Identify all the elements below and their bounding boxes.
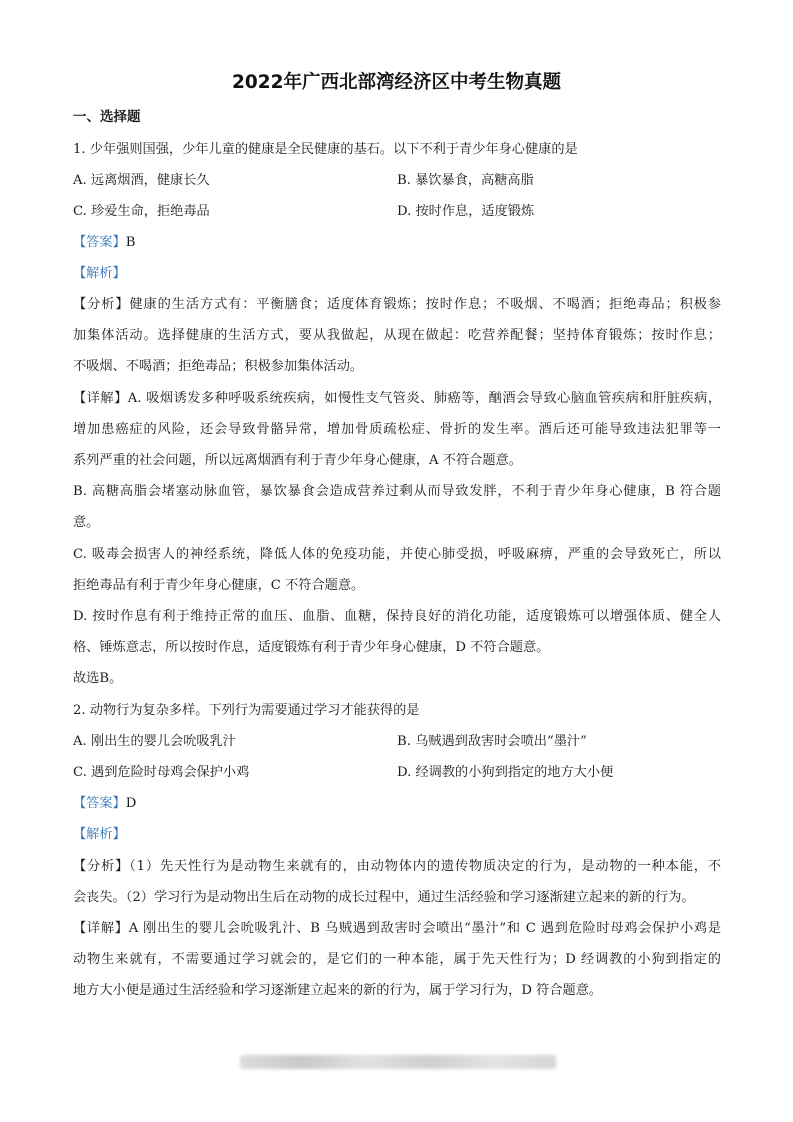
page-title: 2022年广西北部湾经济区中考生物真题 bbox=[232, 72, 561, 93]
q1-option-a: A. 远离烟酒，健康长久 bbox=[73, 173, 210, 188]
q2-stem: 2. 动物行为复杂多样。下列行为需要通过学习才能获得的是 bbox=[73, 703, 420, 718]
q1-detail-line: 意。 bbox=[73, 515, 100, 530]
q1-detail-line: 增加患癌症的风险，还会导致骨骼异常，增加骨质疏松症、骨折的发生率。酒后还可能导致违法犯罪等一 bbox=[73, 422, 721, 437]
q1-detail-line: 格、锤炼意志，所以按时作息，适度锻炼有利于青少年身心健康，D 不符合题意。 bbox=[73, 640, 550, 655]
q1-detail-line: 拒绝毒品有利于青少年身心健康，C 不符合题意。 bbox=[73, 578, 365, 593]
q2-detail-line bbox=[73, 920, 721, 938]
q1-detail-line bbox=[73, 390, 721, 408]
analysis-tag: 【分析】 bbox=[73, 859, 130, 874]
q2-option-d: D. 经调教的小狗到指定的地方大小便 bbox=[397, 765, 614, 780]
q1-option-b: B. 暴饮暴食，高糖高脂 bbox=[397, 173, 534, 188]
q2-answer-row bbox=[73, 795, 136, 813]
q1-detail-line: D. 按时作息有利于维持正常的血压、血脂、血糖，保持良好的消化功能，适度锻炼可以增强体质、健全人 bbox=[73, 609, 721, 624]
q2-detail-line: 地方大小便是通过生活经验和学习逐渐建立起来的新的行为，属于学习行为，D 符合题意。 bbox=[73, 983, 603, 998]
q2-analysis-text: （1）先天性行为是动物生来就有的，由动物体内的遗传物质决定的行为，是动物的一种本能，不 bbox=[129, 859, 722, 874]
analysis-tag: 【分析】 bbox=[73, 297, 130, 312]
q1-explain-tag: 【解析】 bbox=[73, 266, 126, 281]
q1-analysis-text: 健康的生活方式有：平衡膳食；适度体育锻炼；按时作息；不吸烟、不喝酒；拒绝毒品；积极参 bbox=[129, 297, 722, 312]
q1-analysis-line bbox=[73, 296, 721, 314]
q1-stem: 1. 少年强则国强，少年儿童的健康是全民健康的基石。以下不利于青少年身心健康的是 bbox=[73, 142, 578, 157]
q2-analysis-line bbox=[73, 858, 721, 876]
q2-analysis-line: 会丧失。（2）学习行为是动物出生后在动物的成长过程中，通过生活经验和学习逐渐建立起来的新的行为。 bbox=[73, 890, 695, 905]
detail-tag: 【详解】 bbox=[73, 391, 128, 406]
q1-detail-text: A. 吸烟诱发多种呼吸系统疾病，如慢性支气管炎、肺癌等，酗酒会导致心脑血管疾病和肝脏疾病， bbox=[127, 391, 722, 406]
answer-tag: 【答案】 bbox=[73, 796, 126, 811]
q1-answer: B bbox=[125, 235, 136, 250]
q1-conclusion: 故选B。 bbox=[73, 671, 123, 686]
q2-option-c: C. 遇到危险时母鸡会保护小鸡 bbox=[73, 765, 250, 780]
q1-option-d: D. 按时作息，适度锻炼 bbox=[397, 204, 535, 219]
q2-explain-tag: 【解析】 bbox=[73, 827, 126, 842]
section-heading: 一、选择题 bbox=[73, 109, 141, 125]
q1-analysis-line: 加集体活动。选择健康的生活方式，要从我做起，从现在做起：吃营养配餐；坚持体育锻炼；按时作息； bbox=[73, 328, 721, 343]
q2-detail-text: A 刚出生的婴儿会吮吸乳汁、B 乌贼遇到敌害时会喷出“墨汁”和 C 遇到危险时母鸡会保护小鸡是 bbox=[128, 921, 722, 936]
q1-option-c: C. 珍爱生命，拒绝毒品 bbox=[73, 204, 210, 219]
q2-answer: D bbox=[125, 796, 137, 811]
q1-answer-row bbox=[73, 234, 135, 252]
q2-detail-line: 动物生来就有，不需要通过学习就会的，是它们的一种本能，属于先天性行为；D 经调教的小狗到指定的 bbox=[73, 952, 721, 967]
q1-detail-line: B. 高糖高脂会堵塞动脉血管，暴饮暴食会造成营养过剩从而导致发胖，不利于青少年身心健康，B 符合题 bbox=[73, 484, 721, 499]
detail-tag: 【详解】 bbox=[73, 921, 129, 936]
q1-detail-line: 系列严重的社会问题，所以远离烟酒有利于青少年身心健康，A 不符合题意。 bbox=[73, 453, 522, 468]
blurred-footer-watermark bbox=[240, 1055, 556, 1069]
q2-option-b: B. 乌贼遇到敌害时会喷出“墨汁” bbox=[397, 734, 587, 749]
answer-tag: 【答案】 bbox=[73, 235, 126, 250]
q1-analysis-line: 不吸烟、不喝酒；拒绝毒品；积极参加集体活动。 bbox=[73, 359, 364, 374]
q2-option-a: A. 刚出生的婴儿会吮吸乳汁 bbox=[73, 734, 236, 749]
q1-detail-line: C. 吸毒会损害人的神经系统，降低人体的免疫功能，并使心肺受损，呼吸麻痹，严重的会导致死亡，所以 bbox=[73, 547, 721, 562]
